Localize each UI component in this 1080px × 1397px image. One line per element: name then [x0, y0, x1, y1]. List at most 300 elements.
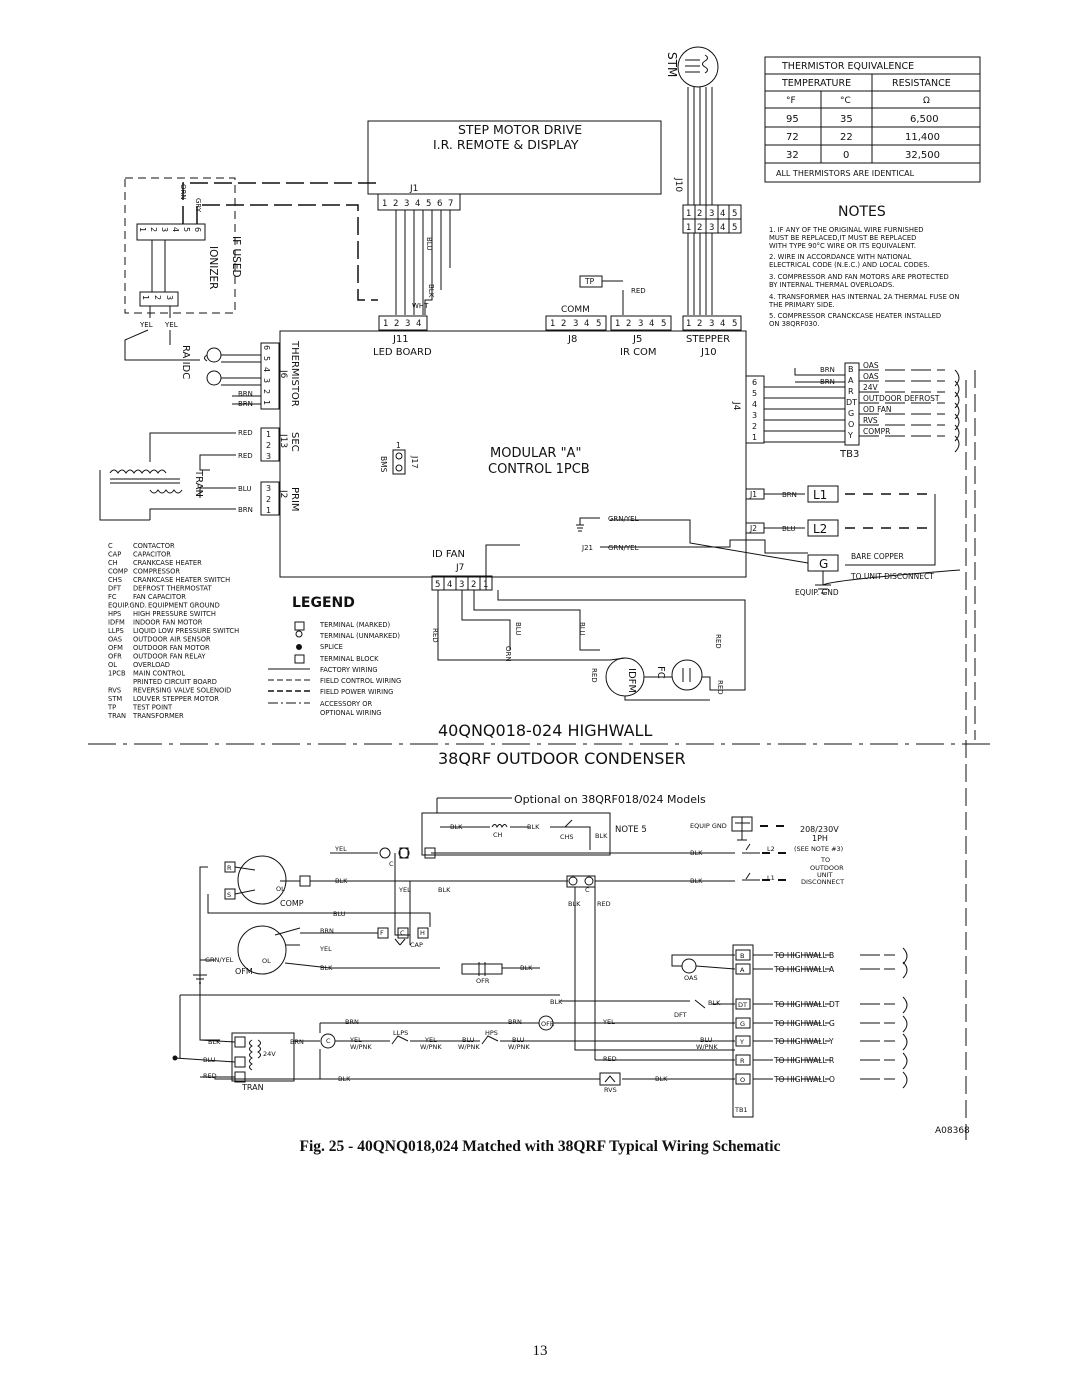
- j1-pins: [382, 199, 453, 209]
- tran-label: TRAN: [193, 470, 204, 497]
- to-unit-disconnect-label: TO UNIT DISCONNECT: [851, 572, 934, 581]
- legend-abbrev-meaning: CRANKCASE HEATER SWITCH: [133, 576, 231, 584]
- outdoor-label: OUTDOOR: [810, 864, 844, 872]
- j10-pin: 3: [709, 209, 715, 219]
- resistance-header: RESISTANCE: [892, 78, 951, 89]
- j5-pin: 3: [638, 319, 644, 329]
- j21-label: J21: [582, 544, 593, 552]
- ionizer-pin: 4: [171, 227, 180, 233]
- wire-brn-l1: BRN: [782, 491, 797, 499]
- ionizer-pin: 1: [141, 295, 150, 301]
- see-note-label: (SEE NOTE #3): [794, 845, 844, 853]
- note-3-line-2: BY INTERNAL THERMAL OVERLOADS.: [769, 281, 895, 289]
- legend-abbrev-meaning: CRANKCASE HEATER: [133, 559, 202, 567]
- grn-yel-1: GRN/YEL: [608, 515, 639, 523]
- j1-pin: 7: [448, 199, 454, 209]
- tb1-dest: TO HIGHWALL B: [774, 951, 835, 960]
- unit-c: °C: [840, 96, 851, 106]
- legend-abbrevs: [107, 542, 239, 720]
- tb1-term: B: [740, 952, 745, 960]
- to-label: TO: [821, 856, 831, 864]
- j6-pin: 2: [262, 389, 271, 395]
- legend-abbrev-meaning: OUTDOOR FAN RELAY: [133, 652, 206, 661]
- wire-yel-2: YEL: [399, 886, 411, 894]
- j11-pin: 2: [394, 319, 400, 329]
- wire-blk-8: BLK: [568, 900, 581, 908]
- j7-pin: 3: [459, 580, 465, 590]
- legend-abbrev-code: OL: [108, 661, 117, 669]
- unit-label: UNIT: [817, 871, 833, 879]
- tb1-term: Y: [740, 1038, 744, 1046]
- unit-f: °F: [786, 96, 796, 106]
- wire-blu: BLU: [425, 237, 433, 251]
- wire-red-sec2: RED: [238, 452, 253, 460]
- note-3-line-1: 3. COMPRESSOR AND FAN MOTORS ARE PROTECTED: [769, 273, 949, 281]
- equip-gnd-label: EQUIP. GND: [795, 588, 839, 597]
- bms-label: BMS: [379, 456, 388, 473]
- grn-yel-outdoor: GRN/YEL: [205, 956, 234, 964]
- wire-blk-15: BLK: [208, 1038, 221, 1046]
- wire-red: RED: [716, 680, 724, 695]
- wire-red: RED: [714, 634, 722, 649]
- j1-pin: 1: [382, 199, 388, 209]
- row-2-f: 72: [786, 132, 799, 143]
- oas-label: OAS: [684, 974, 698, 982]
- j10-pin: 1: [686, 223, 692, 233]
- wire-blk-7: BLK: [438, 886, 451, 894]
- wire-blu-5: BLU: [203, 1056, 216, 1064]
- legend-abbrev-code: TP: [108, 703, 117, 712]
- j6-pin: 5: [262, 356, 271, 362]
- f-term: F: [380, 929, 384, 937]
- note-2-line-2: ELECTRICAL CODE (N.E.C.) AND LOCAL CODES.: [769, 261, 930, 269]
- j6-pin: 6: [262, 345, 271, 351]
- legend-abbrev-meaning: OUTDOOR FAN MOTOR: [133, 644, 210, 652]
- tb3-label: COMPR: [863, 427, 891, 436]
- unit-ohm: Ω: [923, 96, 930, 106]
- wpnk-3: W/PNK: [458, 1043, 480, 1051]
- note-1-line-1: 1. IF ANY OF THE ORIGINAL WIRE FURNISHED: [769, 226, 924, 234]
- row-2-ohm: 11,400: [905, 132, 940, 143]
- wire-brn-1: BRN: [320, 927, 334, 935]
- tb1-term: O: [740, 1076, 746, 1084]
- figure-id: A08368: [935, 1126, 970, 1136]
- j1-pin: 2: [393, 199, 399, 209]
- wire-blk-2: BLK: [527, 823, 540, 831]
- legend-abbrev-meaning: INDOOR FAN MOTOR: [133, 618, 203, 627]
- legend-abbrev-meaning: EQUIPMENT GROUND: [148, 601, 220, 610]
- hps-label: HPS: [485, 1029, 498, 1037]
- wire-yel: YEL: [140, 321, 153, 329]
- tb1-term: R: [740, 1057, 745, 1065]
- j4-pin: 1: [752, 433, 758, 442]
- j8-pin: 1: [550, 319, 556, 329]
- j8-pin: 2: [561, 319, 567, 329]
- stepper-label: STEPPER: [686, 334, 731, 345]
- legend-symbol-label: ACCESSORY OR: [320, 700, 373, 708]
- wire-blk-4: BLK: [690, 849, 703, 857]
- l1-outdoor: L1: [767, 874, 775, 882]
- j5-pin: 4: [649, 319, 655, 329]
- legend-abbrev-meaning: PRINTED CIRCUIT BOARD: [133, 678, 217, 686]
- stm-label: STM: [665, 52, 679, 78]
- ch-label: CH: [493, 831, 503, 839]
- thermistor-table-title: THERMISTOR EQUIVALENCE: [782, 61, 915, 72]
- wire-blk-5: BLK: [690, 877, 703, 885]
- j6-pin: 3: [262, 378, 271, 384]
- wire-blu-l2: BLU: [782, 525, 796, 533]
- legend-abbrev-code: COMP: [108, 567, 128, 576]
- step-drive-title: STEP MOTOR DRIVE: [458, 122, 583, 137]
- ra-idc-label: RA IDC: [180, 345, 191, 380]
- row-1-ohm: 6,500: [910, 114, 939, 125]
- j6-label: J6: [278, 370, 288, 379]
- wire-brn-prim: BRN: [238, 506, 253, 514]
- j4-pin: 4: [752, 400, 758, 409]
- wire-gry: GRY: [194, 198, 202, 213]
- wire-red-1: RED: [597, 900, 611, 908]
- ionizer-pin: 2: [153, 295, 162, 301]
- j11-pin: 1: [383, 319, 389, 329]
- dft-label: DFT: [674, 1011, 687, 1019]
- wire-blk-6: BLK: [335, 877, 348, 885]
- tb1-dest: TO HIGHWALL O: [774, 1075, 835, 1084]
- v24-label: 24V: [263, 1050, 276, 1058]
- j13-pin: 2: [266, 441, 272, 450]
- ionizer-pin: 1: [138, 227, 147, 233]
- j7-pin: 1: [483, 580, 489, 590]
- legend-symbols: [319, 621, 401, 717]
- j10-pin: 2: [697, 223, 703, 233]
- optional-note: Optional on 38QRF018/024 Models: [514, 793, 706, 806]
- comm-label: COMM: [561, 305, 590, 315]
- j4-pin: 6: [752, 378, 758, 387]
- note-1-line-3: WITH TYPE 90°C WIRE OR ITS EQUIVALENT.: [769, 242, 916, 250]
- tb3-term: R: [848, 387, 854, 396]
- tb1-label: TB1: [735, 1106, 748, 1114]
- wire-brn-2: BRN: [345, 1018, 359, 1026]
- row-3-ohm: 32,500: [905, 150, 940, 161]
- notes-list: [768, 226, 959, 328]
- legend-symbol-label: TERMINAL (UNMARKED): [320, 632, 400, 640]
- legend-abbrev-meaning: TRANSFORMER: [133, 712, 184, 720]
- wire-yel: YEL: [165, 321, 178, 329]
- wire-yel-1: YEL: [335, 845, 347, 853]
- wire-yel-3: YEL: [320, 945, 332, 953]
- j2-pins: [266, 484, 271, 515]
- fc-label: FC: [655, 666, 666, 679]
- j8-pin: 5: [596, 319, 602, 329]
- row-3-c: 0: [843, 150, 850, 161]
- idfm-wires: [431, 622, 724, 695]
- legend-symbol-label: TERMINAL (MARKED): [320, 621, 391, 629]
- row-connector-pins: [383, 319, 737, 329]
- wire-brn-4: BRN: [290, 1038, 304, 1046]
- wire-blu-3: BLU: [512, 1036, 525, 1044]
- j10-label: J10: [701, 347, 717, 358]
- legend-abbrev-code: C: [108, 542, 113, 550]
- c-term: C: [400, 929, 405, 937]
- tb1-dest: TO HIGHWALL Y: [774, 1037, 834, 1046]
- ol-label-2: OL: [262, 957, 271, 965]
- row-2-c: 22: [840, 132, 853, 143]
- wire-blu-prim: BLU: [238, 485, 252, 493]
- j13-pin: 3: [266, 452, 272, 461]
- ofr-label: OFR: [476, 977, 490, 985]
- j1-pin: 4: [415, 199, 421, 209]
- ionizer-pin: 3: [165, 295, 174, 301]
- wire-yel-6: YEL: [425, 1036, 437, 1044]
- legend-abbrev-meaning: OVERLOAD: [133, 661, 170, 669]
- j5-pin: 2: [626, 319, 632, 329]
- j11-pin: 3: [405, 319, 411, 329]
- wpnk-4: W/PNK: [508, 1043, 530, 1051]
- legend-abbrev-code: CAP: [108, 550, 122, 559]
- wpnk-1: W/PNK: [350, 1043, 372, 1051]
- indoor-title: 40QNQ018-024 HIGHWALL: [438, 721, 653, 740]
- wire-blk-10: BLK: [520, 964, 533, 972]
- cap-label: CAP: [410, 941, 423, 949]
- tb3-term: G: [848, 409, 855, 418]
- legend-abbrev-meaning: MAIN CONTROL: [133, 669, 186, 678]
- tb1-dest: TO HIGHWALL DT: [774, 1000, 840, 1009]
- legend-abbrev-code: RVS: [108, 686, 122, 695]
- j1b-label: J1: [750, 490, 757, 499]
- row-1-f: 95: [786, 114, 799, 125]
- j10-top-pins: [686, 209, 737, 233]
- j10-top-label: J10: [673, 178, 683, 193]
- rvs-label: RVS: [604, 1086, 617, 1094]
- wire-red: RED: [590, 668, 598, 683]
- tb3-label: OD FAN: [863, 405, 892, 414]
- legend-abbrev-code: CH: [108, 559, 118, 567]
- sec-label: SEC: [289, 432, 300, 452]
- legend-abbrev-code: STM: [108, 695, 123, 703]
- legend-abbrev-code: EQUIP.GND.: [108, 601, 147, 610]
- j10-pin: 5: [732, 209, 738, 219]
- stepper-pin: 5: [732, 319, 738, 329]
- j6-pin: 1: [262, 400, 271, 406]
- l1-label: L1: [813, 488, 828, 502]
- disconnect-label: DISCONNECT: [801, 878, 845, 886]
- step-drive-subtitle: I.R. REMOTE & DISPLAY: [433, 137, 579, 152]
- stepper-pin: 2: [697, 319, 703, 329]
- optional-box: [422, 813, 610, 855]
- j4-pin: 2: [752, 422, 758, 431]
- s-term: S: [227, 891, 232, 899]
- ir-com-label: IR COM: [620, 347, 657, 358]
- j5-pin: 5: [661, 319, 667, 329]
- comp-label: COMP: [280, 899, 304, 908]
- legend-abbrev-code: IDFM: [108, 618, 125, 627]
- j2-label: J2: [278, 490, 288, 499]
- wire-red-sec1: RED: [238, 429, 253, 437]
- legend-abbrev-code: 1PCB: [108, 669, 126, 678]
- notes-title: NOTES: [838, 204, 886, 220]
- j2-pin: 2: [266, 495, 272, 504]
- stepper-pin: 1: [686, 319, 692, 329]
- j2-pin: 1: [266, 506, 272, 515]
- j7-pin: 2: [471, 580, 477, 590]
- equip-gnd-outdoor: EQUIP GND: [690, 822, 727, 830]
- wire-brn-j6b: BRN: [238, 400, 253, 408]
- tb3-term: B: [848, 365, 854, 374]
- j1-pin: 6: [437, 199, 443, 209]
- wire-brn-3: BRN: [508, 1018, 522, 1026]
- j8-pin: 3: [573, 319, 579, 329]
- tb3-label: RVS: [863, 416, 878, 425]
- j10-pin: 2: [697, 209, 703, 219]
- legend-symbol-label: SPLICE: [320, 643, 343, 651]
- wire-blk-13: BLK: [338, 1075, 351, 1083]
- tb3-label: OAS: [863, 361, 879, 370]
- module-subtitle: CONTROL 1PCB: [488, 462, 590, 477]
- j1-label: J1: [410, 184, 419, 194]
- ionizer-pin: 3: [160, 227, 169, 233]
- j4-pins: [752, 378, 757, 442]
- v208-label: 208/230V: [800, 825, 839, 834]
- tb1-term: G: [740, 1020, 746, 1028]
- tb1-dest: TO HIGHWALL A: [774, 965, 835, 974]
- legend-abbrev-code: OAS: [108, 635, 122, 644]
- tb1-dest: TO HIGHWALL R: [774, 1056, 835, 1065]
- j7-pin: 4: [447, 580, 453, 590]
- compressor: [238, 856, 286, 904]
- j2-pin: 3: [266, 484, 272, 493]
- wpnk-2: W/PNK: [420, 1043, 442, 1051]
- fc-capacitor: [672, 660, 702, 690]
- tb1-dest: TO HIGHWALL G: [774, 1019, 835, 1028]
- wire-orn: ORN: [504, 646, 512, 662]
- wire-blk-9: BLK: [320, 964, 333, 972]
- wire-blu-4: BLU: [700, 1036, 713, 1044]
- wire-blk-11: BLK: [550, 998, 563, 1006]
- legend-abbrev-meaning: LIQUID LOW PRESSURE SWITCH: [133, 627, 240, 635]
- idfm-motor: [606, 658, 644, 696]
- j8-label: J8: [568, 334, 578, 345]
- tb3-terms: [846, 365, 857, 440]
- j13-pin: 1: [266, 430, 272, 439]
- legend-abbrev-meaning: HIGH PRESSURE SWITCH: [133, 610, 216, 618]
- ph-label: 1PH: [812, 834, 828, 843]
- tb3-term: DT: [846, 398, 858, 407]
- j4-label: J4: [731, 402, 741, 411]
- ionizer-pins: [138, 227, 202, 300]
- c-coil-label: C: [326, 1037, 331, 1045]
- legend-abbrev-meaning: FAN CAPACITOR: [133, 593, 186, 601]
- temperature-header: TEMPERATURE: [782, 78, 852, 89]
- row-3-f: 32: [786, 150, 799, 161]
- l2-label: L2: [813, 522, 828, 536]
- note5-label: NOTE 5: [615, 825, 647, 835]
- idfm-label: IDFM: [626, 668, 637, 694]
- if-used-label: IF USED: [230, 236, 242, 278]
- legend-abbrev-code: LLPS: [108, 627, 124, 635]
- wire-brn-j6a: BRN: [238, 390, 253, 398]
- wire-red: RED: [631, 287, 646, 295]
- j17-pin: 1: [396, 441, 401, 450]
- tb3-label: OUTDOOR DEFROST: [863, 394, 940, 403]
- ofr-coil-label: OFR: [541, 1020, 555, 1028]
- ionizer-label: IONIZER: [207, 246, 219, 290]
- h-term: H: [420, 929, 425, 937]
- wire-brn-a: BRN: [820, 378, 835, 386]
- j7-pin: 5: [435, 580, 441, 590]
- j6-pins: [262, 345, 271, 405]
- ionizer-pin: 6: [193, 227, 202, 233]
- wire-red-2: RED: [603, 1055, 617, 1063]
- wire-wht: WHT: [412, 302, 429, 310]
- j10-pin: 5: [732, 223, 738, 233]
- chs-label: CHS: [560, 833, 574, 841]
- tp-label: TP: [585, 277, 595, 286]
- wire-blu-1: BLU: [333, 910, 346, 918]
- g-label: G: [819, 557, 829, 571]
- tb1-term: A: [740, 966, 745, 974]
- legend-abbrev-code: DFT: [108, 584, 121, 593]
- j13-pins: [266, 430, 271, 461]
- wire-red-3: RED: [203, 1072, 217, 1080]
- note-2-line-1: 2. WIRE IN ACCORDANCE WITH NATIONAL: [769, 253, 912, 261]
- wire-yel-5: YEL: [350, 1036, 362, 1044]
- tb3-label: OAS: [863, 372, 879, 381]
- j10-pin: 3: [709, 223, 715, 233]
- legend-symbol-label: OPTIONAL WIRING: [320, 709, 382, 717]
- j11-label: J11: [393, 334, 409, 345]
- stm-motor: [678, 47, 718, 87]
- legend-abbrev-meaning: OUTDOOR AIR SENSOR: [133, 635, 211, 644]
- tb1-labels: [773, 951, 840, 1084]
- ol-label-1: OL: [276, 885, 285, 893]
- legend-abbrev-code: TRAN: [108, 712, 127, 720]
- tb1-term: DT: [738, 1001, 747, 1009]
- row-1-c: 35: [840, 114, 853, 125]
- wire-blu: BLU: [578, 622, 586, 636]
- j10-pin: 1: [686, 209, 692, 219]
- tb3-label-main: TB3: [840, 449, 860, 460]
- ofm-label: OFM: [235, 967, 253, 976]
- j2b-label: J2: [750, 524, 757, 533]
- legend-abbrev-code: CHS: [108, 576, 122, 584]
- legend-abbrev-code: HPS: [108, 610, 122, 618]
- wire-blk-14: BLK: [655, 1075, 668, 1083]
- legend-abbrev-meaning: COMPRESSOR: [133, 567, 181, 576]
- c-label-1: C: [389, 860, 394, 868]
- legend-symbol-label: FACTORY WIRING: [320, 666, 378, 674]
- j10-pin: 4: [720, 209, 726, 219]
- tb3-label: 24V: [863, 383, 878, 392]
- wire-blk-12: BLK: [708, 999, 721, 1007]
- legend-abbrev-meaning: DEFROST THERMOSTAT: [133, 584, 212, 593]
- tran-outdoor-label: TRAN: [242, 1083, 264, 1092]
- page-number: 13: [532, 1343, 548, 1359]
- legend-abbrev-meaning: CONTACTOR: [133, 542, 175, 550]
- note-1-line-2: MUST BE REPLACED,IT MUST BE REPLACED: [769, 234, 917, 242]
- legend-symbol-label: FIELD CONTROL WIRING: [320, 677, 402, 685]
- legend-abbrev-meaning: CAPACITOR: [133, 550, 171, 559]
- note-4-line-1: 4. TRANSFORMER HAS INTERNAL 2A THERMAL FUSE ON: [769, 293, 960, 301]
- legend-abbrev-meaning: LOUVER STEPPER MOTOR: [133, 695, 219, 703]
- j11-pin: 4: [416, 319, 422, 329]
- id-fan-label: ID FAN: [432, 549, 465, 560]
- wire-blu-2: BLU: [462, 1036, 475, 1044]
- j4-pin: 5: [752, 389, 758, 398]
- j17-connector: [393, 450, 405, 474]
- legend-abbrev-code: OFR: [108, 652, 122, 661]
- bare-copper-label: BARE COPPER: [851, 552, 904, 561]
- wire-yel-4: YEL: [603, 1018, 615, 1026]
- tb3-term: O: [848, 420, 855, 429]
